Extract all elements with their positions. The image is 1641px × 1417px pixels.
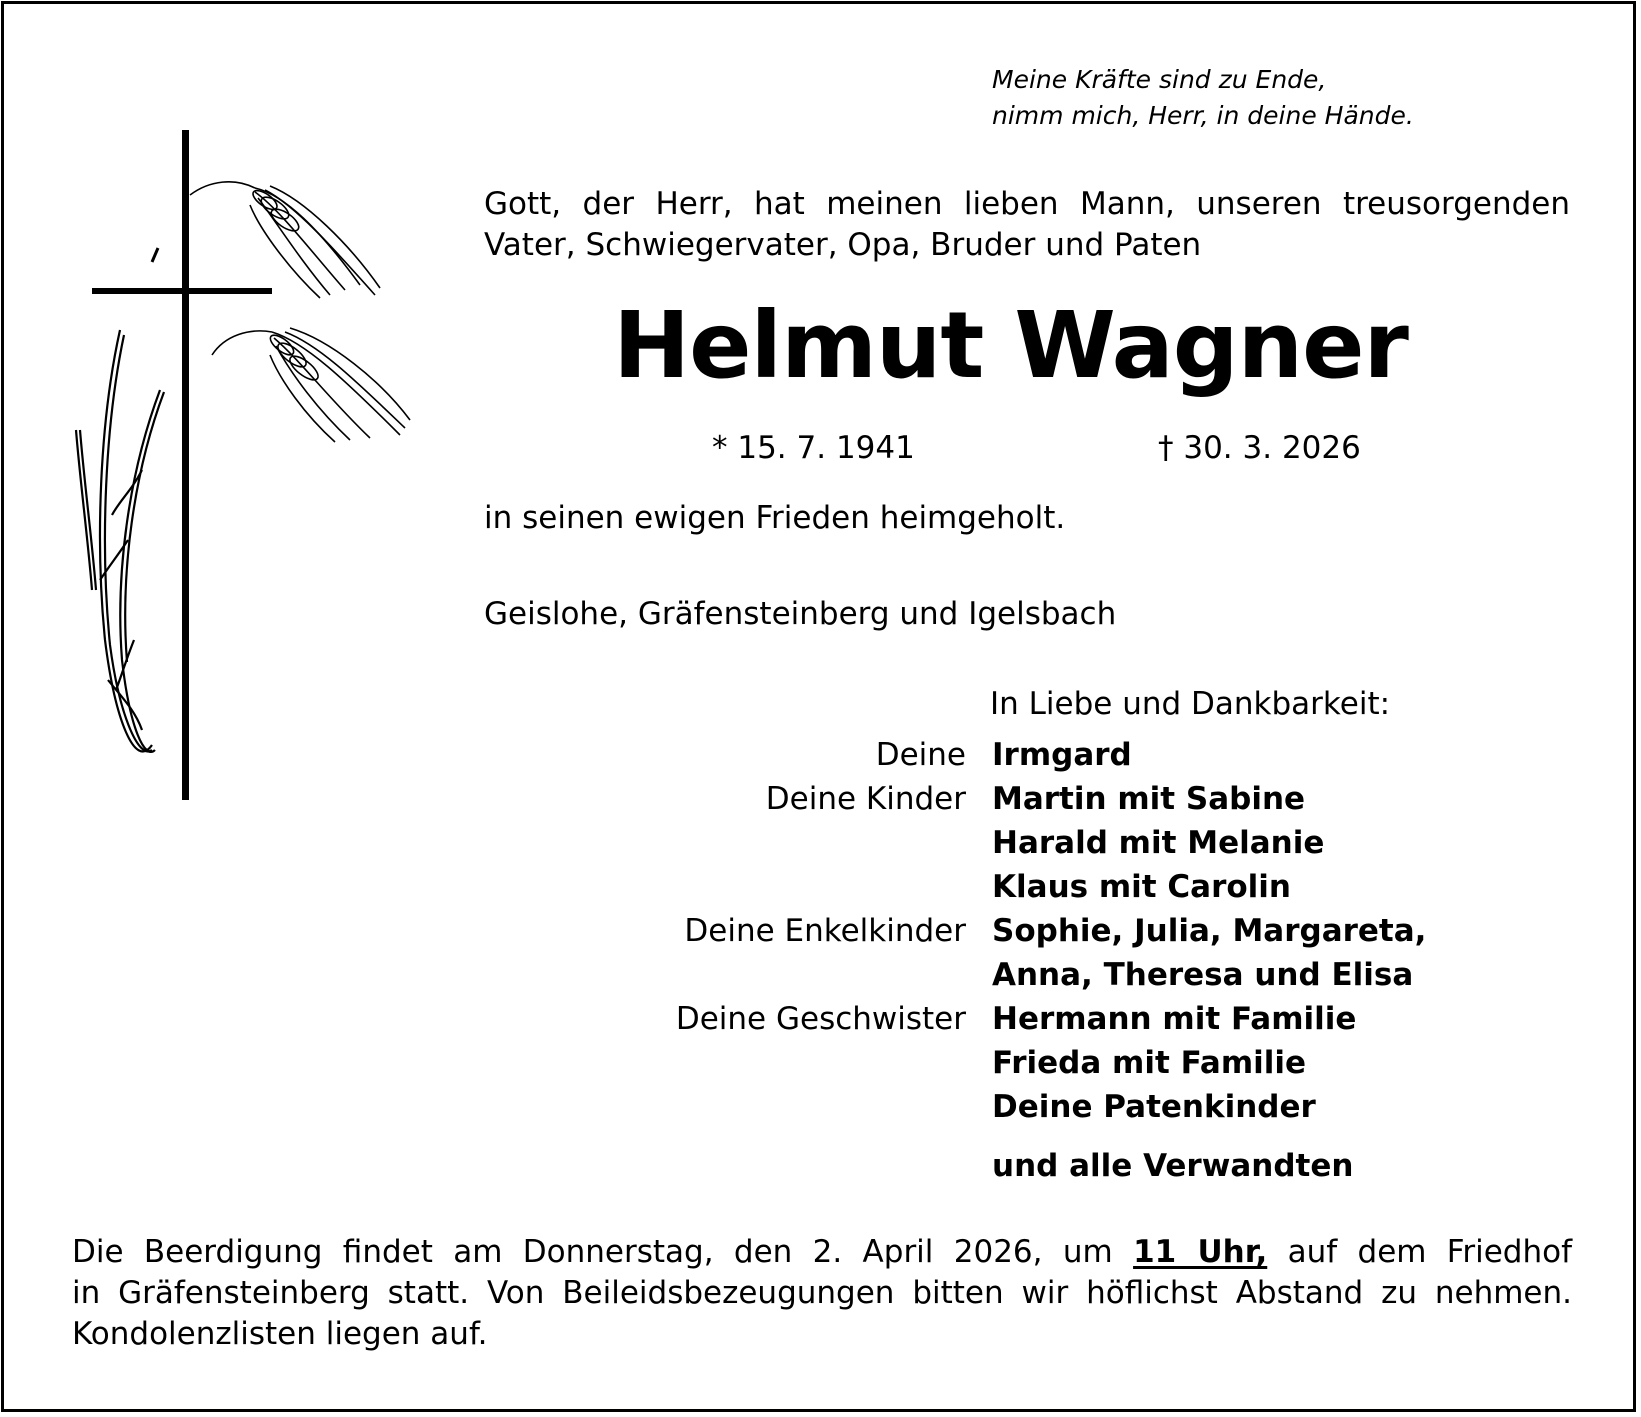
verse-line-1: Meine Kräfte sind zu Ende, xyxy=(992,65,1327,94)
family-name: Deine Patenkinder xyxy=(992,1089,1316,1125)
funeral-text-post: auf dem Friedhof xyxy=(1287,1234,1573,1270)
family-group xyxy=(520,733,1620,777)
closing-line: und alle Verwandten xyxy=(992,1148,1354,1184)
cross-wheat-icon xyxy=(60,120,440,840)
funeral-notice xyxy=(72,1232,1572,1355)
family-name: Harald mit Melanie xyxy=(992,825,1325,861)
intro-text xyxy=(484,184,1570,266)
family-name: Hermann mit Familie xyxy=(992,1001,1357,1037)
family-group xyxy=(520,909,1620,997)
funeral-time: 11 Uhr, xyxy=(1133,1234,1268,1270)
family-group xyxy=(520,997,1620,1129)
relation-label: Deine Geschwister xyxy=(675,1001,966,1037)
funeral-line-2: in Gräfensteinberg statt. Von Beileidsbezeugungen bitten wir höflichst Abstand zu nehmen. xyxy=(72,1275,1572,1311)
family-names xyxy=(992,733,1132,777)
love-line: In Liebe und Dankbarkeit: xyxy=(990,686,1391,722)
family-name: Anna, Theresa und Elisa xyxy=(992,957,1414,993)
deceased-name: Helmut Wagner xyxy=(613,292,1408,399)
birth-date: * 15. 7. 1941 xyxy=(712,430,915,466)
intro-line-1: Gott, der Herr, hat meinen lieben Mann, unseren treusorgenden xyxy=(484,186,1570,222)
family-name: Klaus mit Carolin xyxy=(992,869,1291,905)
family-name: Frieda mit Familie xyxy=(992,1045,1307,1081)
death-date: † 30. 3. 2026 xyxy=(1158,430,1361,466)
family-name: Martin mit Sabine xyxy=(992,781,1306,817)
places-text: Geislohe, Gräfensteinberg und Igelsbach xyxy=(484,596,1117,632)
family-names xyxy=(992,909,1426,997)
verse-line-2: nimm mich, Herr, in deine Hände. xyxy=(992,101,1414,130)
relation-label: Deine Enkelkinder xyxy=(684,913,966,949)
family-list xyxy=(520,733,1620,1129)
family-name: Irmgard xyxy=(992,737,1132,773)
funeral-line-1 xyxy=(72,1232,1572,1273)
relation-label: Deine Kinder xyxy=(765,781,966,817)
intro-line-2: Vater, Schwiegervater, Opa, Bruder und Paten xyxy=(484,227,1202,263)
family-names xyxy=(992,997,1356,1129)
funeral-line-3: Kondolenzlisten liegen auf. xyxy=(72,1316,488,1352)
family-names xyxy=(992,777,1324,909)
family-group xyxy=(520,777,1620,909)
verse xyxy=(992,62,1414,134)
taken-home-text: in seinen ewigen Frieden heimgeholt. xyxy=(484,500,1066,536)
relation-label: Deine xyxy=(875,737,966,773)
family-name: Sophie, Julia, Margareta, xyxy=(992,913,1427,949)
funeral-text-pre: Die Beerdigung findet am Donnerstag, den 2. April 2026, um xyxy=(72,1234,1113,1270)
